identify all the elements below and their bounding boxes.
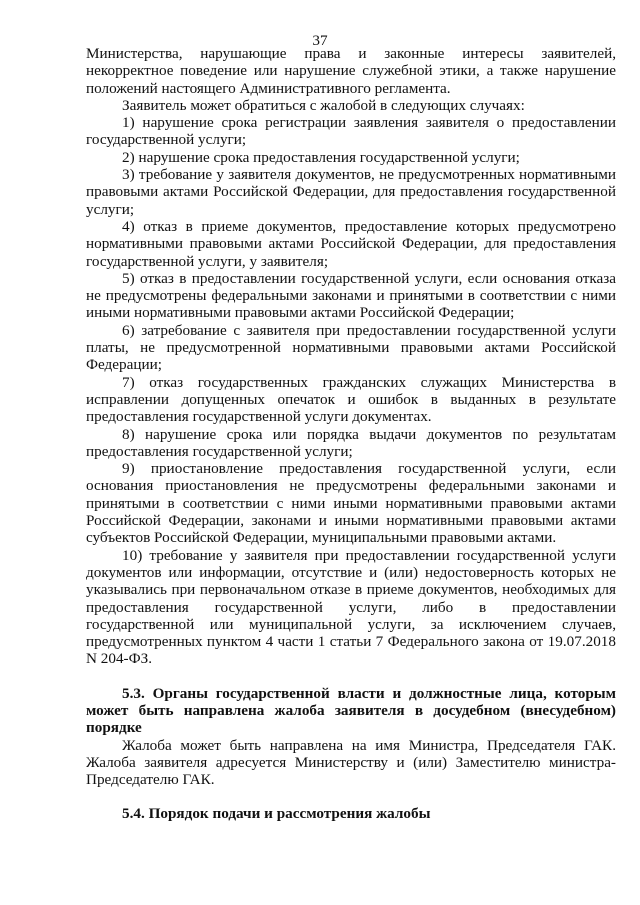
body-paragraph: 6) затребование с заявителя при предоставлении государственной услуги платы, не предусмотренной нормативными правовыми актами Российской Федерации; (86, 321, 616, 374)
body-paragraph: 2) нарушение срока предоставления государственной услуги; (122, 148, 520, 166)
body-paragraph: Заявитель может обратиться с жалобой в следующих случаях: (122, 96, 525, 114)
page-number: 37 (312, 32, 328, 49)
body-paragraph: 7) отказ государственных гражданских служащих Министерства в исправлении допущенных опечаток и ошибок в выданных в результате предоставления государственной услуги документах. (86, 373, 616, 426)
body-paragraph: 3) требование у заявителя документов, не предусмотренных нормативными правовыми актами Российской Федерации, для предоставления государственной услуги; (86, 166, 616, 218)
body-paragraph: 10) требование у заявителя при предоставлении государственной услуги документов или информации, отсутствие и (или) недостоверность которых не указывались при первоначальном отказе в приеме документов, необходимых для предоставления государственной услуги, либо в предоставлении государственной или муниципальной услуги, за исключением случаев, предусмотренных пунктом 4 части 1 статьи 7 Федерального закона от 19.07.2018 N 204-ФЗ. (86, 546, 616, 668)
section-heading: 5.4. Порядок подачи и рассмотрения жалобы (122, 805, 431, 823)
body-paragraph: Министерства, нарушающие права и законные интересы заявителей, некорректное поведение или нарушение служебной этики, а также нарушение положений настоящего Административного регламента. (86, 45, 616, 97)
document-body (86, 45, 616, 823)
body-paragraph: 4) отказ в приеме документов, предоставление которых предусмотрено нормативными правовыми актами Российской Федерации, для предоставления государственной услуги, у заявителя; (86, 217, 616, 270)
body-paragraph: 9) приостановление предоставления государственной услуги, если основания приостановления не предусмотрены федеральными законами и принятыми в соответствии с ними иными нормативными правовыми актами Российской Федерации, законами и иными нормативными правовыми актами субъектов Российской Федерации, муниципальными правовыми актами. (86, 460, 616, 547)
body-paragraph: 8) нарушение срока или порядка выдачи документов по результатам предоставления государственной услуги; (86, 425, 616, 460)
body-paragraph: 5) отказ в предоставлении государственной услуги, если основания отказа не предусмотрены федеральными законами и принятыми в соответствии с ними иными нормативными правовыми актами Российской Федерации; (86, 269, 616, 322)
body-paragraph: 1) нарушение срока регистрации заявления заявителя о предоставлении государственной услуги; (86, 114, 616, 149)
body-paragraph: Жалоба может быть направлена на имя Министра, Председателя ГАК. Жалоба заявителя адресуется Министерству и (или) Заместителю министра-Председателю ГАК. (86, 736, 616, 789)
section-heading: 5.3. Органы государственной власти и должностные лица, которым может быть направлена жалоба заявителя в досудебном (внесудебном) порядке (86, 684, 616, 737)
